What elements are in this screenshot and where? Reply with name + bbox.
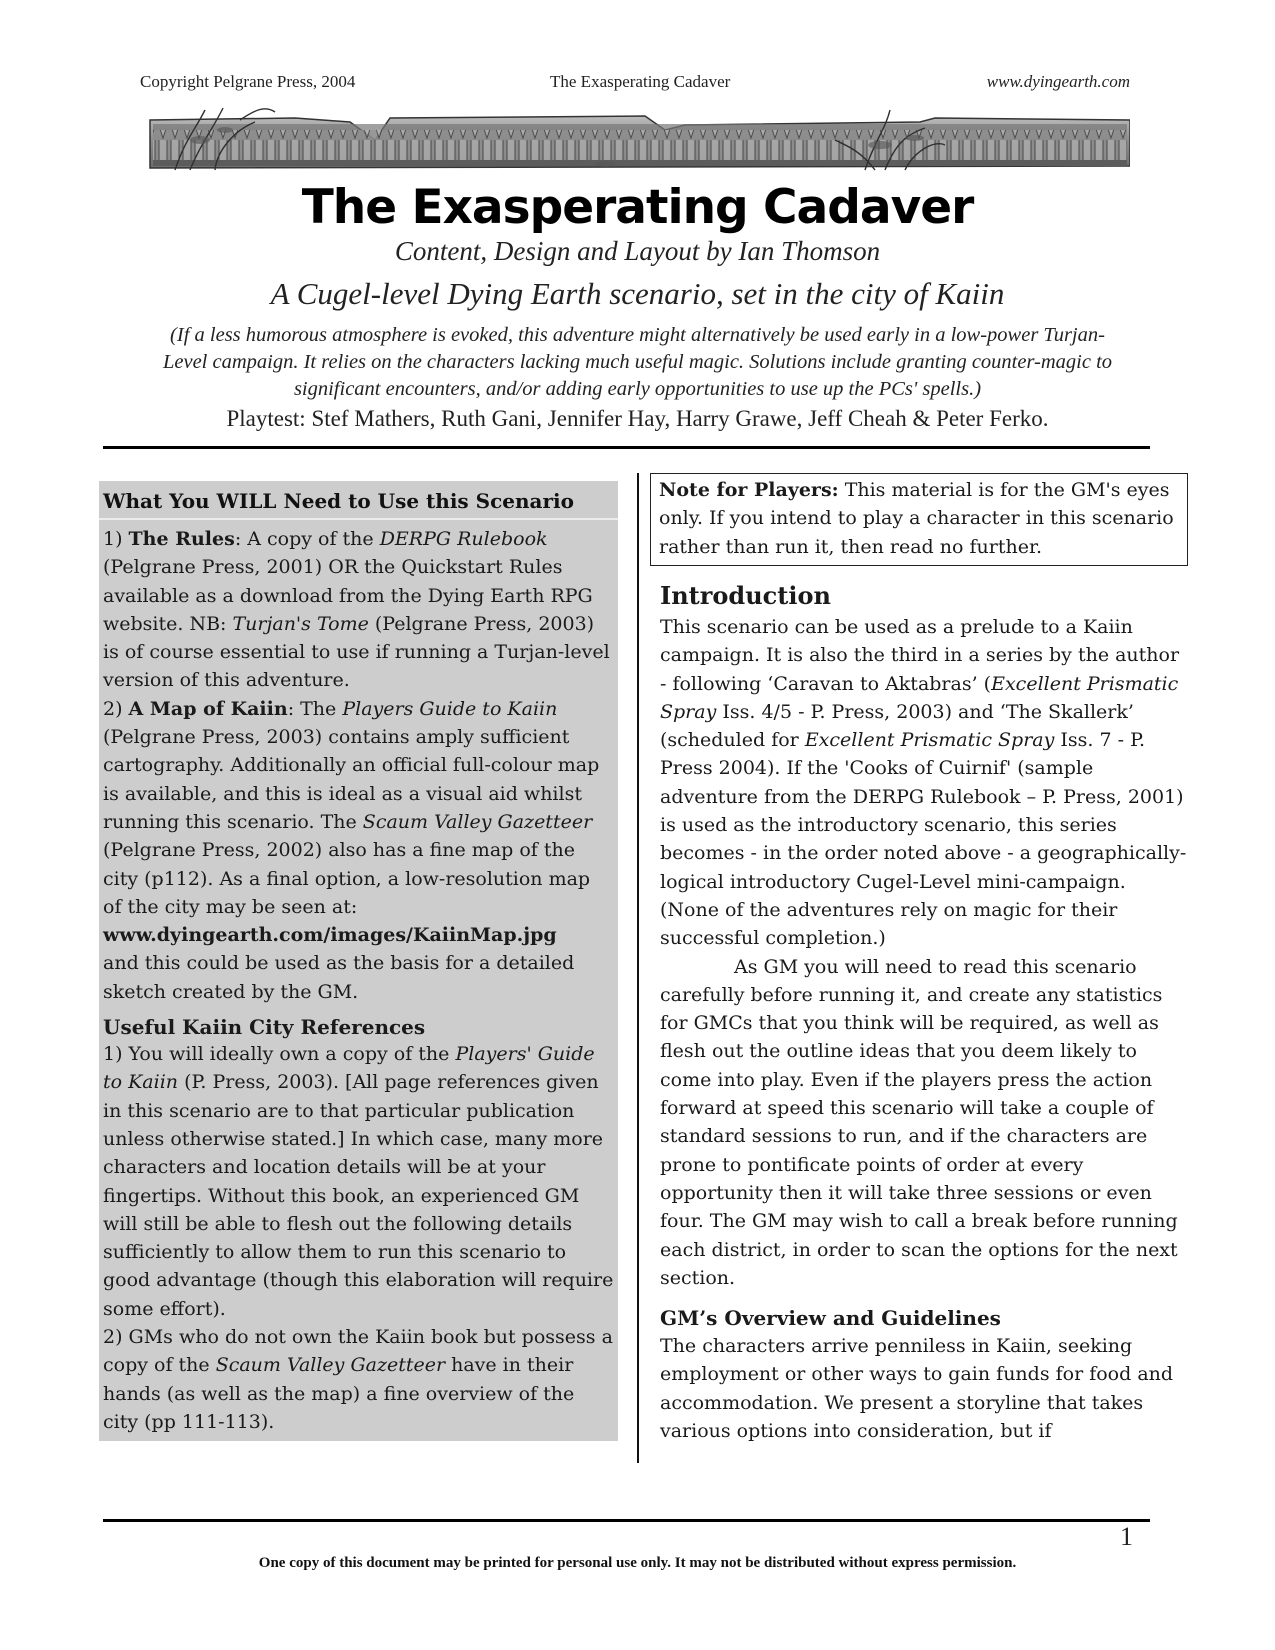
introduction-heading: Introduction xyxy=(660,581,831,610)
players-warning-box xyxy=(650,473,1188,566)
frieze-banner-image xyxy=(145,100,1130,178)
text-run: (P. Press, 2003). [All page references given in this scenario are to that particular publication unless otherwise stated.] In which case, many more characters and location details will be at your fingertips. Without this book, an experienced GM will still be able to flesh out the following details sufficiently to allow them to run this scenario to good advantage (though this elaboration will require some effort). xyxy=(103,1071,614,1320)
players-note-text: This material is for the GM's eyes only. If you intend to play a character in this scenario rather than run it, then read no further. xyxy=(659,479,1174,558)
players-note-label: Note for Players: xyxy=(659,479,839,501)
requirement-map xyxy=(103,695,614,1006)
introduction-paragraph-2 xyxy=(660,953,1190,1293)
column-divider xyxy=(637,473,639,1463)
reference-2 xyxy=(103,1323,614,1436)
book-title: Scaum Valley Gazetteer xyxy=(215,1354,446,1377)
item-label: A Map of Kaiin xyxy=(128,697,288,720)
item-label: The Rules xyxy=(128,528,235,550)
magazine-title: Excellent Prismatic Spray xyxy=(660,672,1179,723)
page-number: 1 xyxy=(1120,1522,1133,1551)
overview-heading: GM’s Overview and Guidelines xyxy=(660,1306,1001,1331)
references-heading: Useful Kaiin City References xyxy=(103,1015,426,1040)
book-title: Scaum Valley Gazetteer xyxy=(362,810,593,833)
atmosphere-note: (If a less humorous atmosphere is evoked, this adventure might alternatively be used early in a low-power Turjan-Level campaign. It relies on the characters lacking much useful magic. Solutions include granting counter-magic to significant encounters, and/or adding early opportunities to use up the PCs' spells.) xyxy=(162,324,1113,400)
book-title: Players Guide to Kaiin xyxy=(342,697,558,720)
text-run: : A copy of the xyxy=(234,528,380,550)
text-run: Iss. 4/5 - P. Press, 2003) and ‘The Skallerk’ (scheduled for xyxy=(660,700,1134,752)
sidebar-heading: What You WILL Need to Use this Scenario xyxy=(99,481,618,520)
book-title: Players' Guide to Kaiin xyxy=(103,1043,595,1094)
magazine-title: Excellent Prismatic Spray xyxy=(804,729,1055,752)
overview-paragraph-1: The characters arrive penniless in Kaiin, seeking employment or other ways to gain funds for food and accommodation. We present a storyline that takes various options into consideration, but if xyxy=(660,1335,1174,1443)
copyright-notice: Copyright Pelgrane Press, 2004 xyxy=(140,72,356,91)
main-column xyxy=(660,580,1190,1445)
requirement-rules xyxy=(103,525,614,695)
text-run: 2) GMs who do not own the Kaiin book but possess a copy of the xyxy=(103,1326,613,1377)
text-run: : The xyxy=(287,697,343,720)
book-title: Turjan's Tome xyxy=(232,612,369,635)
distribution-notice: One copy of this document may be printed for personal use only. It may not be distributed without express permission. xyxy=(258,1555,1017,1571)
introduction-paragraph-1 xyxy=(660,613,1190,953)
item-number: 1) xyxy=(103,528,129,550)
map-url-link[interactable]: www.dyingearth.com/images/KaiinMap.jpg xyxy=(103,924,557,947)
stone-frieze-icon xyxy=(145,100,1130,178)
requirements-sidebar xyxy=(99,481,618,1441)
text-run: As GM you will need to read this scenario carefully before running it, and create any statistics for GMCs that you think will be required, as well as flesh out the outline ideas that you deem likely to come into play. Even if the players press the action forward at speed this scenario will take a couple of standard sessions to run, and if the characters are prone to pontificate points of order at every opportunity then it will take three sessions or even four. The GM may wish to call a break before running each district, in order to scan the options for the next section. xyxy=(660,955,1178,1289)
text-run: (Pelgrane Press, 2001) OR the Quickstart Rules available as a download from the Dying Earth RPG website. NB: xyxy=(103,556,593,635)
text-run: and this could be used as the basis for a detailed sketch created by the GM. xyxy=(103,952,575,1003)
website-link[interactable]: www.dyingearth.com xyxy=(986,72,1130,91)
author-byline: Content, Design and Layout by Ian Thomson xyxy=(394,236,881,266)
text-run: (Pelgrane Press, 2002) also has a fine map of the city (p112). As a final option, a low-resolution map of the city may be seen at: xyxy=(103,839,591,918)
text-run: This scenario can be used as a prelude to a Kaiin campaign. It is also the third in a series by the author - following ‘Caravan to Aktabras’ ( xyxy=(660,616,1180,695)
playtest-credits: Playtest: Stef Mathers, Ruth Gani, Jennifer Hay, Harry Grawe, Jeff Cheah & Peter Ferko. xyxy=(226,406,1049,431)
running-header xyxy=(140,72,1130,94)
text-run: have in their hands (as well as the map) a fine overview of the city (pp 111-113). xyxy=(103,1354,575,1433)
running-title: The Exasperating Cadaver xyxy=(550,72,731,91)
sidebar-body xyxy=(99,520,618,1436)
document-subtitle: A Cugel-level Dying Earth scenario, set in the city of Kaiin xyxy=(270,276,1005,311)
document-title: The Exasperating Cadaver xyxy=(301,180,974,235)
header-divider xyxy=(103,446,1150,449)
book-title: DERPG Rulebook xyxy=(379,528,548,550)
text-run: 1) You will ideally own a copy of the xyxy=(103,1043,456,1066)
reference-1 xyxy=(103,1040,614,1323)
text-run: (Pelgrane Press, 2003) contains amply sufficient cartography. Additionally an official full-colour map is available, and this is ideal as a visual aid whilst running this scenario. The xyxy=(103,726,600,833)
footer-divider xyxy=(103,1519,1150,1522)
text-run: Iss. 7 - P. Press 2004). If the 'Cooks of Cuirnif' (sample adventure from the DERPG Rulebook – P. Press, 2001) is used as the introductory scenario, this series becomes - in the order noted above - a geographically-logical introductory Cugel-Level mini-campaign. (None of the adventures rely on magic for their successful completion.) xyxy=(660,729,1187,950)
item-number: 2) xyxy=(103,697,129,720)
text-run: (Pelgrane Press, 2003) is of course essential to use if running a Turjan-level version of this adventure. xyxy=(103,612,610,692)
